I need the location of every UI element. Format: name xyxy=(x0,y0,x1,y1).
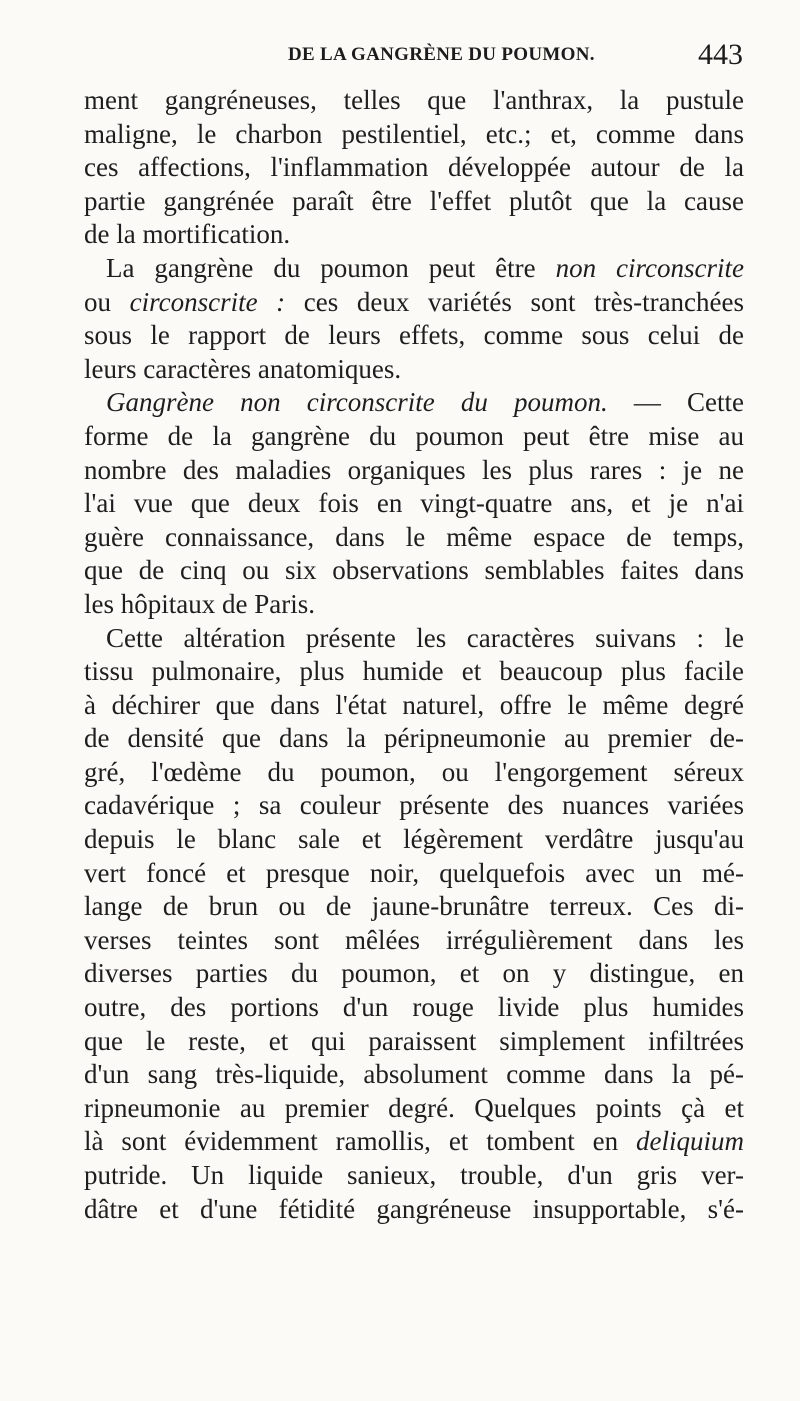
text-line: guère connaissance, dans le même espace de temps, xyxy=(84,521,744,552)
text-line: ment gangréneuses, telles que l'anthrax, la pustule xyxy=(84,85,744,115)
text-line: forme de la gangrène du poumon peut être mise au xyxy=(84,420,744,451)
text-line: vert foncé et presque noir, quelquefois avec un mé- xyxy=(84,857,744,888)
section-heading: Gangrène non circonscrite du poumon. xyxy=(106,387,608,418)
italic-term: non circonscrite xyxy=(555,252,744,283)
text-run: là sont évidemment ramollis, et tombent en xyxy=(84,1126,636,1157)
text-line: ripneumonie au premier degré. Quelques points çà et xyxy=(84,1092,744,1123)
text-line xyxy=(84,386,744,420)
text-line: sous le rapport de leurs effets, comme sous celui de xyxy=(84,320,744,351)
body-text xyxy=(84,84,744,1226)
text-line: à déchirer que dans l'état naturel, offre le même degré xyxy=(84,689,744,720)
text-line: gré, l'œdème du poumon, ou l'engorgement séreux xyxy=(84,756,744,787)
text-line: cadavérique ; sa couleur présente des nuances variées xyxy=(84,790,744,821)
text-line: que de cinq ou six observations semblables faites dans xyxy=(84,555,744,586)
text-run: La gangrène du poumon peut être xyxy=(106,252,556,283)
text-line: verses teintes sont mêlées irrégulièrement dans les xyxy=(84,924,744,955)
text-line: l'ai vue que deux fois en vingt-quatre ans, et je n'ai xyxy=(84,488,744,519)
text-run: ou xyxy=(84,286,130,317)
italic-term: circonscrite : xyxy=(129,286,286,317)
text-line: d'un sang très-liquide, absolument comme dans la pé- xyxy=(84,1059,744,1090)
running-head xyxy=(0,38,800,78)
text-line: lange de brun ou de jaune-brunâtre terreux. Ces di- xyxy=(84,891,744,922)
page-number: 443 xyxy=(698,38,743,71)
italic-term: deliquium xyxy=(636,1126,744,1157)
text-line: tissu pulmonaire, plus humide et beaucoup plus facile xyxy=(84,656,744,687)
text-line xyxy=(84,286,744,320)
text-line: que le reste, et qui paraissent simplement infiltrées xyxy=(84,1025,744,1056)
text-run: — Cette xyxy=(607,387,744,418)
text-line: maligne, le charbon pestilentiel, etc.; et, comme dans xyxy=(84,118,744,149)
text-line: de densité que dans la péripneumonie au premier de- xyxy=(84,723,744,754)
text-line: outre, des portions d'un rouge livide plus humides xyxy=(84,992,744,1023)
text-line: de la mortification. xyxy=(84,219,291,250)
text-line: Cette altération présente les caractères suivans : le xyxy=(106,622,744,653)
text-line: ces affections, l'inflammation développée autour de la xyxy=(84,152,744,183)
text-run: ces deux variétés sont très-tranchées xyxy=(285,286,745,317)
text-line: partie gangrénée paraît être l'effet plutôt que la cause xyxy=(84,185,744,216)
text-line: les hôpitaux de Paris. xyxy=(84,588,315,619)
text-line: diverses parties du poumon, et on y distingue, en xyxy=(84,958,744,989)
text-line xyxy=(84,1125,744,1159)
text-line xyxy=(84,252,744,286)
text-line: leurs caractères anatomiques. xyxy=(84,353,402,384)
text-line: dâtre et d'une fétidité gangréneuse insupportable, s'é- xyxy=(84,1193,744,1224)
text-line: putride. Un liquide sanieux, trouble, d'un gris ver- xyxy=(84,1160,744,1190)
running-title: DE LA GANGRÈNE DU POUMON. xyxy=(288,44,595,65)
text-line: depuis le blanc sale et légèrement verdâtre jusqu'au xyxy=(84,824,744,855)
text-line: nombre des maladies organiques les plus rares : je ne xyxy=(84,454,744,485)
